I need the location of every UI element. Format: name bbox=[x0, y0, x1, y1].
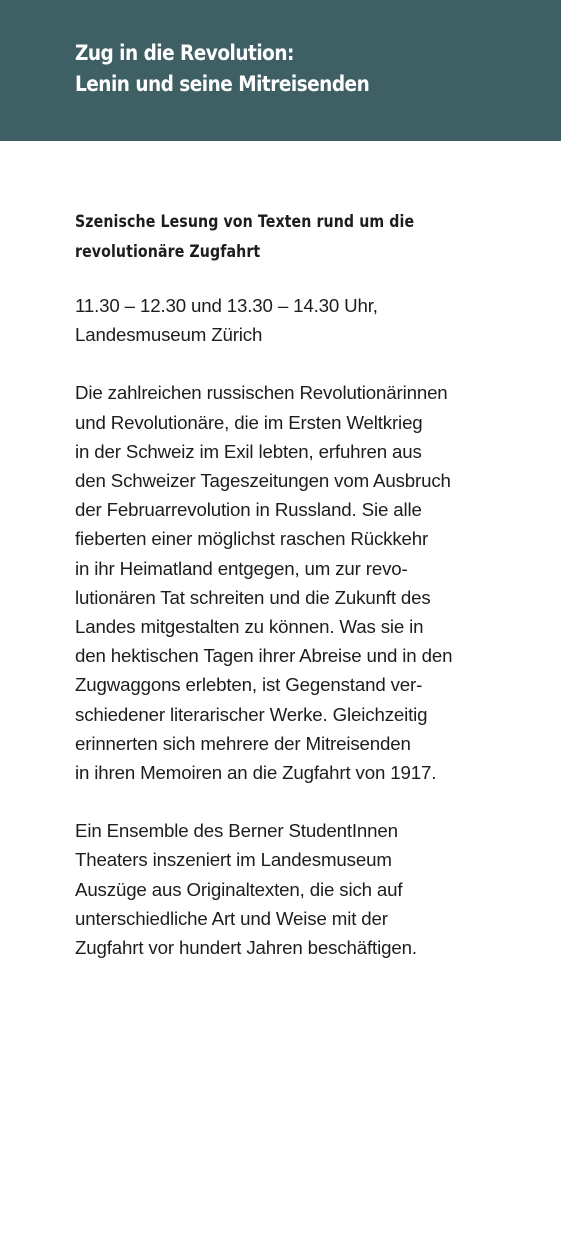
paragraph-line: Auszüge aus Originaltexten, die sich auf bbox=[75, 878, 403, 900]
paragraph-line: Zugwaggons erlebten, ist Gegenstand ver- bbox=[75, 674, 423, 696]
event-subtitle-line: revolutionäre Zugfahrt bbox=[75, 242, 261, 261]
paragraph-intro bbox=[75, 378, 515, 787]
paragraph-line: den Schweizer Tageszeitungen vom Ausbruch bbox=[75, 470, 451, 492]
paragraph-line: Landes mitgestalten zu können. Was sie in bbox=[75, 616, 424, 638]
paragraph-line: den hektischen Tagen ihrer Abreise und in den bbox=[75, 645, 453, 667]
paragraph-line: Theaters inszeniert im Landesmuseum bbox=[75, 849, 392, 871]
paragraph-line: Die zahlreichen russischen Revolutionärinnen bbox=[75, 382, 448, 404]
page-title-line-2: Lenin und seine Mitreisenden bbox=[75, 72, 370, 97]
paragraph-line: erinnerten sich mehrere der Mitreisenden bbox=[75, 732, 411, 754]
paragraph-line: der Februarrevolution in Russland. Sie alle bbox=[75, 499, 422, 521]
paragraph-line: Zugfahrt vor hundert Jahren beschäftigen. bbox=[75, 937, 417, 959]
paragraph-ensemble bbox=[75, 816, 515, 962]
paragraph-line: in ihren Memoiren an die Zugfahrt von 1917. bbox=[75, 762, 437, 784]
paragraph-line: in der Schweiz im Exil lebten, erfuhren aus bbox=[75, 440, 422, 462]
paragraph-line: lutionären Tat schreiten und die Zukunft des bbox=[75, 586, 431, 608]
paragraph-line: unterschiedliche Art und Weise mit der bbox=[75, 907, 388, 929]
event-subtitle bbox=[75, 207, 515, 267]
paragraph-line: fieberten einer möglichst raschen Rückkehr bbox=[75, 528, 429, 550]
event-location: Landesmuseum Zürich bbox=[75, 324, 263, 346]
paragraph-line: schiedener literarischer Werke. Gleichzeitig bbox=[75, 703, 428, 725]
paragraph-line: in ihr Heimatland entgegen, um zur revo- bbox=[75, 557, 408, 579]
paragraph-line: und Revolutionäre, die im Ersten Weltkrieg bbox=[75, 411, 423, 433]
page-title-line-1: Zug in die Revolution: bbox=[75, 41, 294, 66]
header-banner bbox=[0, 0, 561, 141]
event-description bbox=[75, 207, 515, 962]
event-time: 11.30 – 12.30 und 13.30 – 14.30 Uhr, bbox=[75, 295, 378, 316]
paragraph-line: Ein Ensemble des Berner StudentInnen bbox=[75, 820, 398, 842]
event-subtitle-line: Szenische Lesung von Texten rund um die bbox=[75, 212, 415, 231]
event-time-location bbox=[75, 291, 515, 349]
